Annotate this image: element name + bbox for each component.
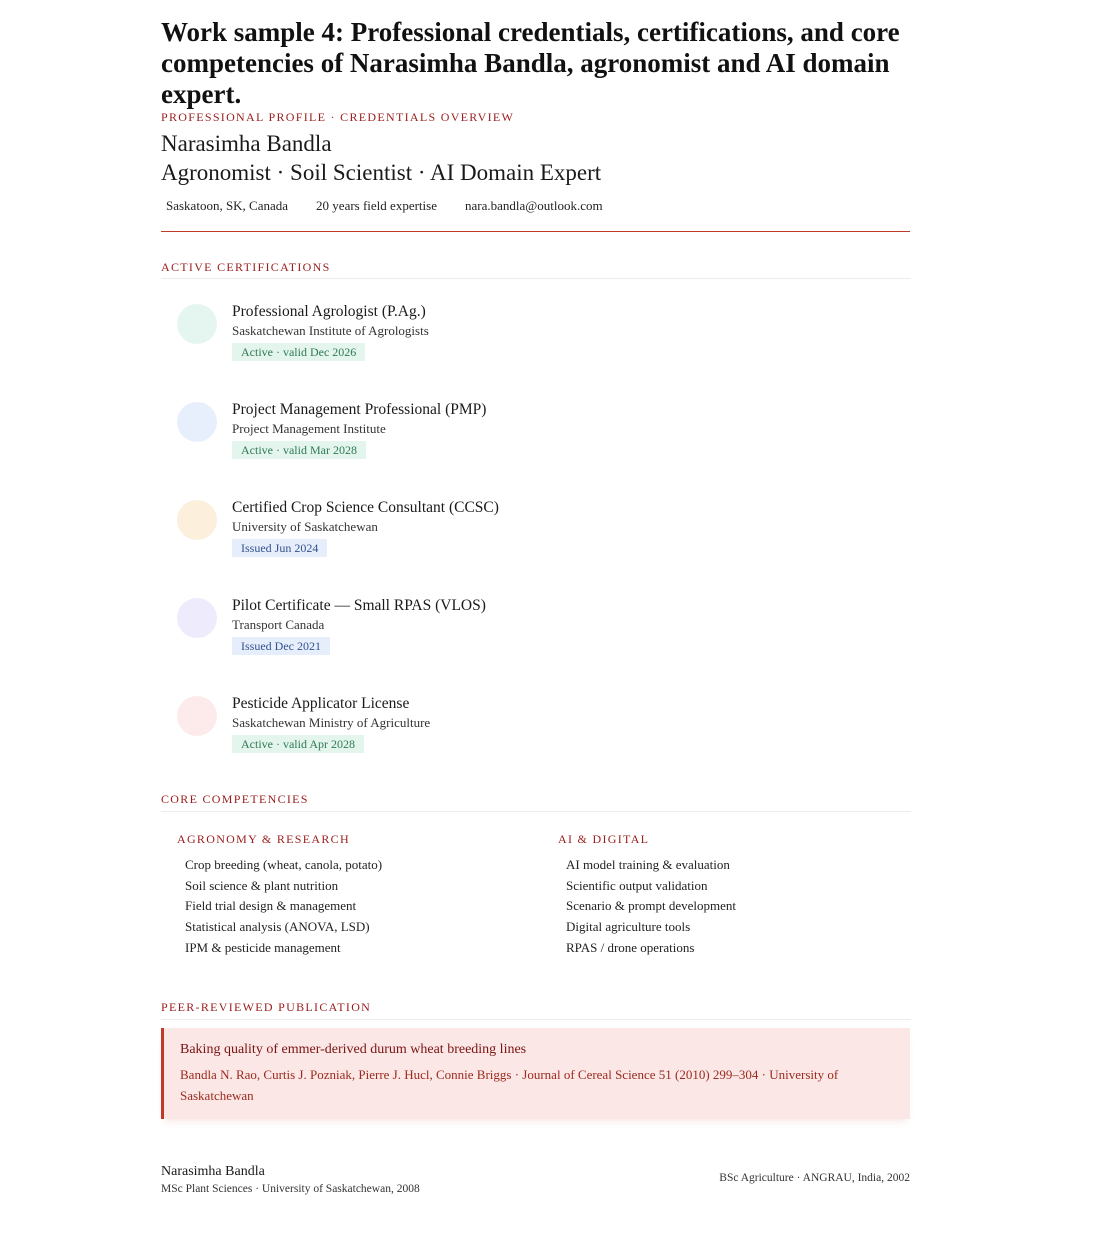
certification-issuer: Saskatchewan Ministry of Agriculture	[232, 715, 431, 730]
competencies-label: CORE COMPETENCIES	[161, 792, 309, 806]
profile-role: Agronomist · Soil Scientist · AI Domain Expert	[161, 160, 602, 185]
competency-column-title: AGRONOMY & RESEARCH	[177, 832, 350, 846]
competency-column-ai	[558, 832, 898, 959]
certification-dot-icon	[177, 402, 217, 442]
profile-experience: 20 years field expertise	[316, 198, 437, 213]
competency-column-agronomy	[177, 832, 517, 959]
list-item: Statistical analysis (ANOVA, LSD)	[185, 919, 370, 935]
publication-divider	[161, 1019, 911, 1020]
footer-left	[161, 1164, 420, 1196]
certification-title: Pesticide Applicator License	[232, 695, 410, 712]
document-title: Work sample 4: Professional credentials, certifications, and core competencies of Narasimha Bandla, agronomist and AI domain expert.	[161, 17, 900, 109]
certification-dot-icon	[177, 598, 217, 638]
certification-issuer: Saskatchewan Institute of Agrologists	[232, 323, 429, 338]
profile-name: Narasimha Bandla	[161, 131, 332, 156]
certification-title: Certified Crop Science Consultant (CCSC)	[232, 499, 499, 516]
certification-item	[177, 400, 777, 470]
status-badge: Issued Dec 2021	[232, 637, 330, 655]
status-badge: Active · valid Mar 2028	[232, 441, 366, 459]
certification-item	[177, 694, 777, 764]
list-item: Soil science & plant nutrition	[185, 877, 339, 893]
list-item: AI model training & evaluation	[566, 857, 730, 872]
certification-title: Project Management Professional (PMP)	[232, 401, 487, 418]
list-item: Field trial design & management	[185, 898, 357, 914]
certification-issuer: University of Saskatchewan	[232, 519, 378, 534]
publication-card	[161, 1028, 910, 1119]
footer-name: Narasimha Bandla	[161, 1164, 265, 1179]
certification-issuer: Transport Canada	[232, 617, 325, 632]
certifications-divider	[161, 278, 911, 279]
competency-column-title: AI & DIGITAL	[558, 832, 650, 846]
header-divider	[161, 231, 910, 232]
competency-list	[177, 855, 517, 959]
list-item: Scientific output validation	[566, 877, 708, 893]
certification-item	[177, 596, 777, 666]
profile-location: Saskatoon, SK, Canada	[166, 198, 289, 213]
list-item: Crop breeding (wheat, canola, potato)	[185, 857, 383, 872]
publication-title: Baking quality of emmer-derived durum wheat breeding lines	[180, 1042, 527, 1057]
certification-item	[177, 302, 777, 372]
profile-email: nara.bandla@outlook.com	[464, 198, 603, 213]
footer-msc: MSc Plant Sciences · University of Saskatchewan, 2008	[161, 1183, 420, 1195]
certification-title: Professional Agrologist (P.Ag.)	[232, 303, 426, 320]
profile-eyebrow: PROFESSIONAL PROFILE · CREDENTIALS OVERVIEW	[161, 110, 515, 124]
certification-title: Pilot Certificate — Small RPAS (VLOS)	[232, 597, 486, 614]
list-item: Digital agriculture tools	[566, 919, 691, 935]
list-item: Scenario & prompt development	[566, 898, 737, 914]
certifications-label: ACTIVE CERTIFICATIONS	[161, 260, 331, 274]
competency-list	[558, 855, 898, 959]
list-item: IPM & pesticide management	[185, 939, 341, 955]
certification-dot-icon	[177, 500, 217, 540]
certification-dot-icon	[177, 304, 217, 344]
certification-dot-icon	[177, 696, 217, 736]
list-item: RPAS / drone operations	[566, 939, 695, 955]
status-badge: Active · valid Dec 2026	[232, 343, 365, 361]
certification-issuer: Project Management Institute	[232, 421, 386, 436]
publication-citation: Bandla N. Rao, Curtis J. Pozniak, Pierre J. Hucl, Connie Briggs · Journal of Cereal Science 51 (2010) 299–304 · University of Saskatchewan	[180, 1067, 839, 1103]
publication-label: PEER-REVIEWED PUBLICATION	[161, 1000, 372, 1014]
profile-meta	[166, 198, 603, 214]
status-badge: Issued Jun 2024	[232, 539, 327, 557]
competencies-divider	[161, 811, 911, 812]
footer-bsc: BSc Agriculture · ANGRAU, India, 2002	[719, 1172, 910, 1184]
certification-item	[177, 498, 777, 568]
status-badge: Active · valid Apr 2028	[232, 735, 364, 753]
